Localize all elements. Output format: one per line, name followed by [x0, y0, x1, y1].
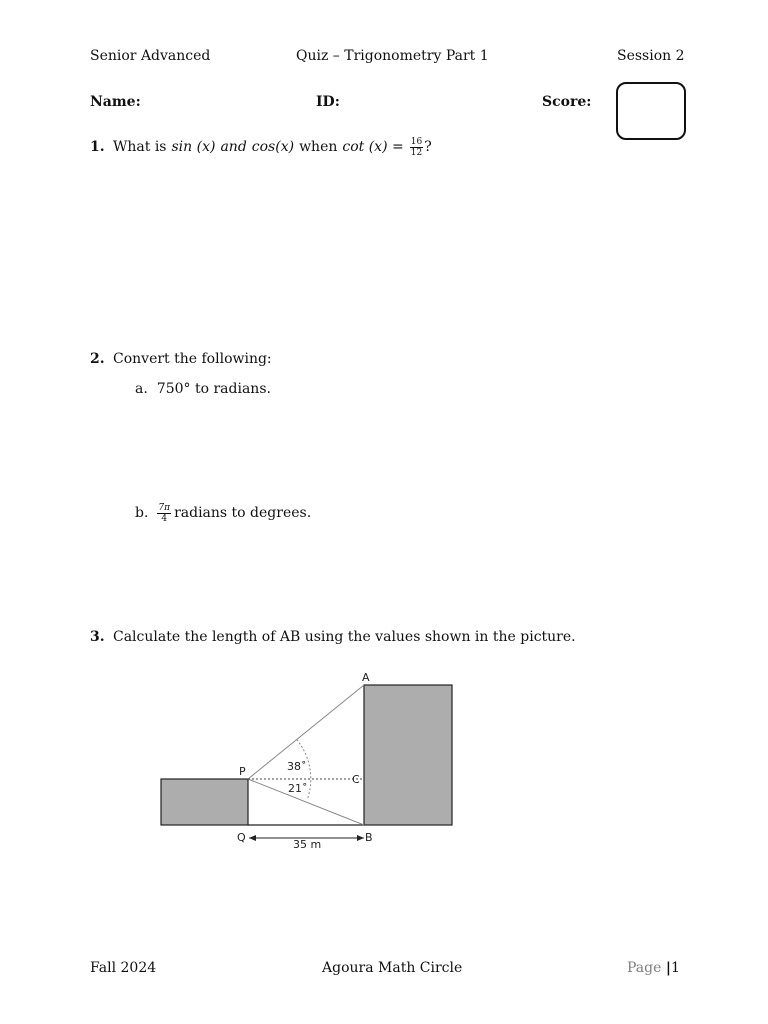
distance-label: 35 m	[293, 838, 322, 851]
right-building	[364, 685, 452, 825]
question-1-text: What is	[113, 139, 167, 155]
course-title: Senior Advanced	[90, 48, 211, 64]
name-label: Name:	[90, 94, 141, 110]
distance-arrowhead-left	[249, 835, 256, 841]
angle-21-label: 21˚	[288, 782, 308, 795]
question-2a-text: 750° to radians.	[156, 381, 271, 397]
id-label: ID:	[316, 94, 340, 110]
cot-expression: cot (x) =	[342, 139, 404, 155]
cos-expression: cos(x)	[251, 139, 295, 155]
question-2-text: Convert the following:	[113, 351, 272, 367]
angle-38-label: 38˚	[287, 760, 307, 773]
label-q: Q	[237, 831, 246, 844]
question-2b-text: radians to degrees.	[174, 505, 312, 521]
cot-fraction-numerator: 16	[410, 136, 423, 147]
question-1-number: 1.	[90, 139, 105, 155]
label-c: C	[352, 773, 360, 786]
page-word: Page	[627, 960, 662, 976]
question-2a-marker: a.	[135, 381, 148, 397]
question-3-text: Calculate the length of AB using the values shown in the picture.	[113, 629, 576, 645]
session-label: Session 2	[617, 48, 685, 64]
footer-organization: Agoura Math Circle	[322, 960, 463, 976]
quiz-title: Quiz – Trigonometry Part 1	[296, 48, 489, 64]
label-p: P	[239, 765, 246, 778]
footer-page-number	[627, 960, 680, 976]
fraction-numerator: 7π	[158, 502, 171, 513]
label-a: A	[362, 671, 370, 684]
when-word: when	[299, 139, 338, 155]
question-2b-marker: b.	[135, 505, 149, 521]
footer-term: Fall 2024	[90, 960, 157, 976]
label-b: B	[365, 831, 373, 844]
question-2-number: 2.	[90, 351, 105, 367]
left-building	[161, 779, 248, 825]
score-label: Score:	[542, 94, 592, 110]
page-separator: |	[665, 960, 671, 976]
sin-expression: sin (x)	[171, 139, 216, 155]
page-number: 1	[670, 960, 680, 976]
cot-fraction-denominator: 12	[410, 147, 423, 158]
question-3-number: 3.	[90, 629, 105, 645]
fraction-denominator: 4	[161, 513, 168, 524]
question-mark: ?	[424, 139, 432, 155]
distance-arrowhead-right	[357, 835, 364, 841]
and-word: and	[220, 139, 247, 155]
